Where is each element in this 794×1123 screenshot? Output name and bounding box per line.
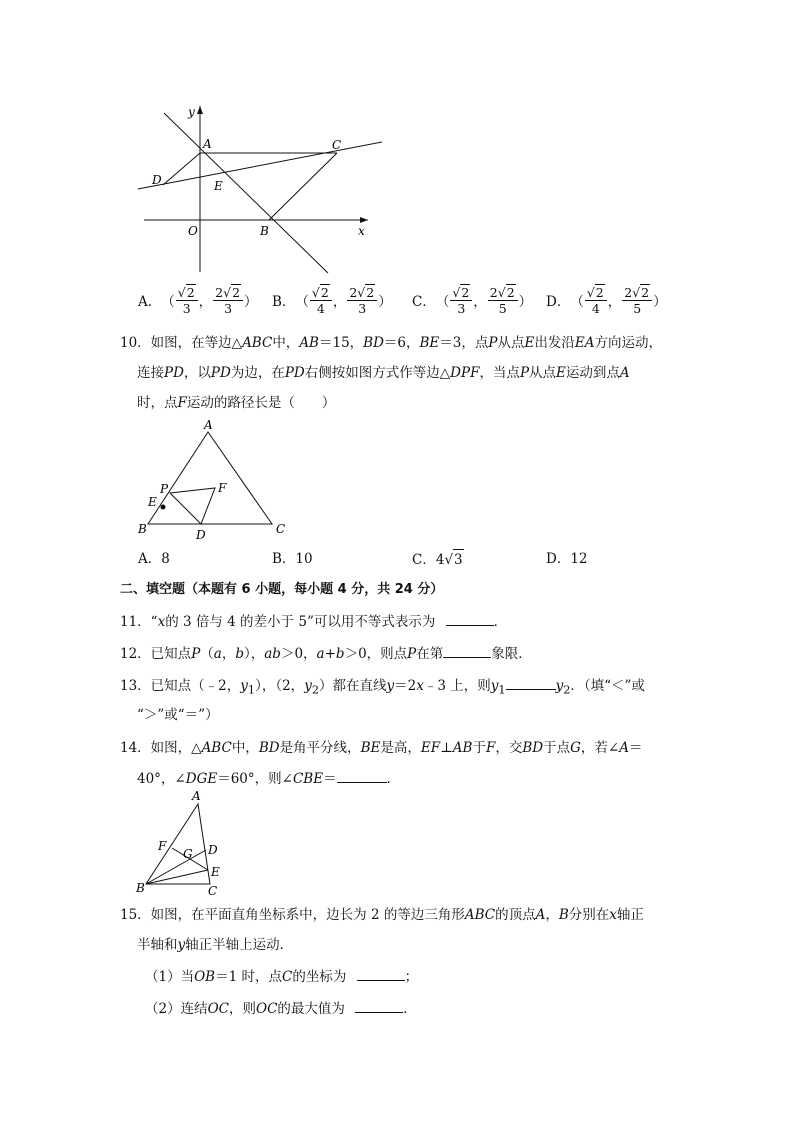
label-a: A (203, 137, 212, 151)
label-e: E (211, 865, 220, 879)
segment-bd (146, 850, 206, 884)
q15-line-3: （1）当OB＝1 时，点C的坐标为 ； (145, 966, 418, 987)
q9-option-c[interactable]: C． （ √ 2 3 ， 2√ 2 5 ） (412, 285, 533, 316)
q15-line-1: 15．如图，在平面直角坐标系中，边长为 2 的等边三角形ABC的顶点A，B分别在x轴正 (120, 907, 644, 923)
label-f: F (218, 481, 227, 495)
answer-blank[interactable] (357, 966, 405, 981)
label-e: E (148, 495, 157, 509)
q10-option-b[interactable]: B．10 (272, 551, 313, 567)
triangle-abc (148, 432, 272, 524)
fraction: √ 2 3 (450, 284, 472, 316)
line-through-a-b (164, 113, 328, 273)
section-2-heading: 二、填空题（本题有 6 小题，每小题 4 分，共 24 分） (120, 582, 444, 597)
answer-blank[interactable] (355, 998, 403, 1013)
answer-blank[interactable] (506, 675, 556, 690)
q9-option-d[interactable]: D． （ √ 2 4 ， 2√ 2 5 ） (546, 285, 667, 316)
q15-line-4: （2）连结OC，则OC的最大值为 ． (145, 998, 417, 1019)
q13-line-2: “＞”或“＝”） (137, 707, 219, 723)
fraction: √ 2 3 (176, 284, 198, 316)
label-a: A (204, 418, 213, 432)
fraction: 2√ 2 3 (213, 284, 243, 316)
sqrt: √ 3 (444, 549, 463, 570)
y-axis-arrow (197, 106, 203, 114)
q10-line-3: 时，点F运动的路径长是（ ） (137, 395, 336, 411)
label-p: P (160, 482, 169, 496)
triangle-dpf (170, 488, 215, 524)
segment-be (146, 870, 208, 884)
label-b: B (260, 224, 269, 238)
label-d: D (196, 528, 206, 542)
line-through-d-c (138, 142, 382, 189)
answer-blank[interactable] (337, 768, 387, 783)
fraction: √ 2 4 (310, 284, 332, 316)
figure-q9-coordinate-diagram (130, 96, 390, 276)
q10-line-2: 连接PD，以PD为边，在PD右侧按如图方式作等边△DPF，当点P从点E运动到点A (137, 365, 630, 381)
figure-q10-equilateral-triangle (130, 416, 300, 544)
label-d: D (208, 843, 218, 857)
q10-option-a[interactable]: A．8 (138, 551, 170, 567)
label-x: x (358, 224, 365, 238)
label-c: C (208, 884, 218, 898)
x-axis-arrow (360, 217, 368, 223)
label-g: G (183, 847, 193, 861)
fraction: 2√ 2 5 (622, 284, 652, 316)
fraction: 2√ 2 3 (347, 284, 377, 316)
q13-line-1: 13．已知点（﹣2，$y_1$），（2，$y_2$）都在直线y＝2x﹣3 上，则$y_1$ $y_2$．（填“＜”或 (120, 675, 645, 701)
q9-option-a[interactable]: A． （ √ 2 3 ， 2√ 2 3 ） (138, 285, 258, 316)
label-c: C (332, 138, 342, 152)
label-c: C (276, 522, 286, 536)
answer-blank[interactable] (443, 643, 491, 658)
fraction: √ 2 4 (585, 284, 607, 316)
q9-option-b[interactable]: B． （ √ 2 4 ， 2√ 2 3 ） (272, 285, 392, 316)
q14-line-2: 40°，∠DGE＝60°，则∠CBE＝ ． (137, 768, 400, 789)
segment-c-b (269, 153, 337, 220)
figure-q14-triangle (130, 790, 240, 900)
q12-text: 12．已知点P（a，b），ab＞0，a+b＞0，则点P在第 象限． (120, 643, 532, 664)
label-a: A (192, 790, 201, 803)
q10-line-1: 10．如图，在等边△ABC中，AB＝15，BD＝6，BE＝3，点P从点E出发沿EA方向运动， (120, 335, 662, 351)
label-y: y (188, 105, 195, 119)
q14-line-1: 14．如图，△ABC中，BD是角平分线，BE是高，EF⊥AB于F，交BD于点G，若∠A＝ (120, 740, 643, 756)
q15-line-2: 半轴和y轴正半轴上运动． (137, 937, 294, 953)
point-e (161, 505, 166, 510)
fraction: 2√ 2 5 (488, 284, 518, 316)
label-b: B (138, 522, 147, 536)
q10-option-d[interactable]: D．12 (546, 551, 588, 567)
label-f: F (158, 839, 167, 853)
label-o: O (188, 224, 198, 238)
q10-option-c[interactable]: C．4√ 3 (412, 549, 464, 570)
label-d: D (152, 173, 162, 187)
q11-text: 11．“x的 3 倍与 4 的差小于 5”可以用不等式表示为 ． (120, 611, 507, 632)
label-b: B (136, 881, 145, 895)
label-e: E (214, 179, 223, 193)
answer-blank[interactable] (446, 611, 494, 626)
